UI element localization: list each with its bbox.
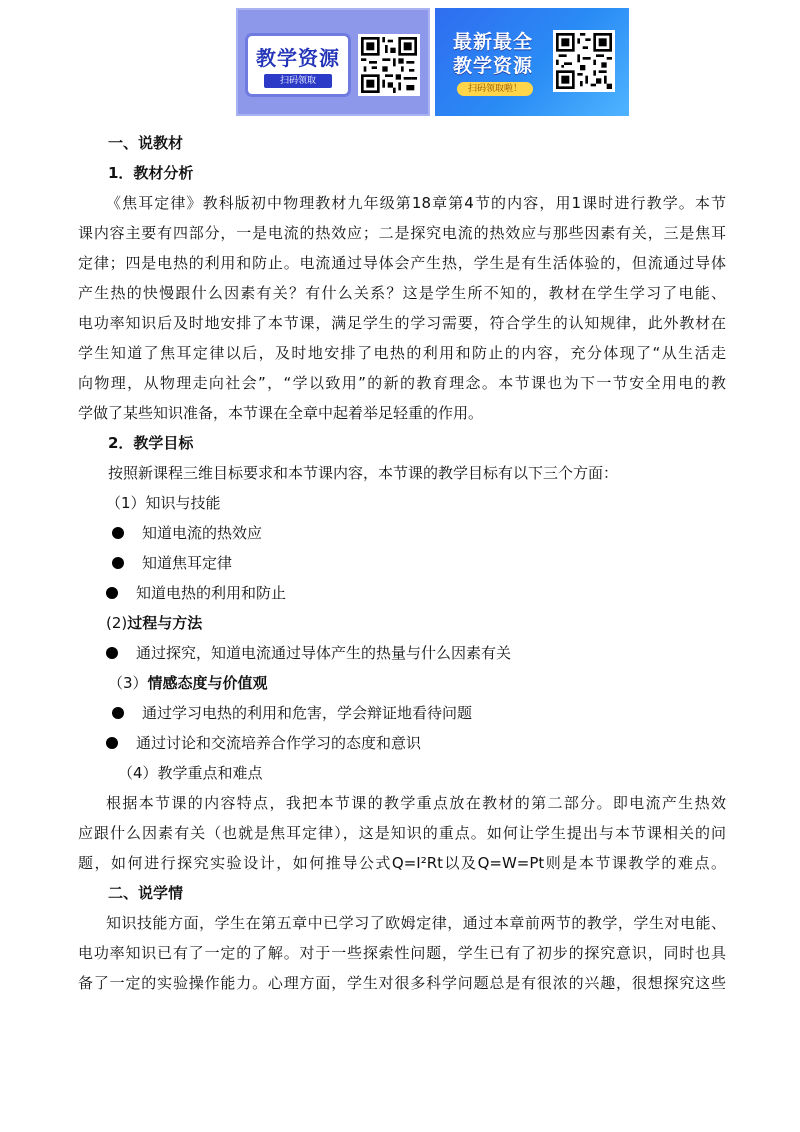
bullet-icon <box>106 647 118 659</box>
bullet-icon <box>112 557 124 569</box>
goal-heading: （1）知识与技能 <box>106 494 221 512</box>
list-item-text: 通过学习电热的利用和危害，学会辩证地看待问题 <box>142 704 473 722</box>
students-paragraph <box>78 908 726 998</box>
bullet-icon <box>106 587 118 599</box>
list-item <box>78 728 726 758</box>
goal-number: (2) <box>106 614 128 632</box>
bullet-icon <box>106 737 118 749</box>
paragraph-line: 电功率知识后及时地安排了本节课，满足学生的学习需要，符合学生的认知规律，此外教材在 <box>78 314 726 332</box>
goal-heading <box>78 668 726 698</box>
bullet-icon <box>112 707 124 719</box>
keypoint-paragraph <box>78 788 726 878</box>
paragraph-line: 课内容主要有四部分，一是电流的热效应；二是探究电流的热效应与那些因素有关，三是焦耳 <box>78 224 726 242</box>
goals-intro: 按照新课程三维目标要求和本节课内容，本节课的教学目标有以下三个方面： <box>108 464 619 482</box>
goal-title: 过程与方法 <box>127 614 203 632</box>
list-item-text: 知道电热的利用和防止 <box>136 584 287 602</box>
paragraph-line: 《焦耳定律》教科版初中物理教材九年级第18章第4节的内容，用1课时进行教学。本节 <box>106 194 726 212</box>
banner-left-subtitle: 扫码领取 <box>264 74 332 88</box>
document-body <box>78 128 726 998</box>
subsection-heading: 2．教学目标 <box>108 434 194 452</box>
qr-code-icon <box>553 30 615 92</box>
goal-heading: （4）教学重点和难点 <box>118 764 263 782</box>
bullet-icon <box>112 527 124 539</box>
banner-right-subtitle: 扫码领取啦！ <box>457 82 533 96</box>
list-item <box>78 578 726 608</box>
paragraph-line: 产生热的快慢跟什么因素有关？有什么关系？这是学生所不知的，教材在学生学习了电能、 <box>78 284 726 302</box>
list-item-text: 通过讨论和交流培养合作学习的态度和意识 <box>136 734 422 752</box>
promo-banner-left[interactable] <box>236 8 430 116</box>
paragraph-line: 向物理，从物理走向社会”，“学以致用”的新的教育理念。本节课也为下一节安全用电的教 <box>78 374 726 392</box>
paragraph-line: 学生知道了焦耳定律以后，及时地安排了电热的利用和防止的内容，充分体现了“从生活走 <box>78 344 726 362</box>
banner-left-title: 教学资源 <box>256 46 340 70</box>
paragraph-line: 备了一定的实验操作能力。心理方面，学生对很多科学问题总是有很浓的兴趣，很想探究这些 <box>78 974 726 992</box>
goal-title: 情感态度与价值观 <box>147 674 268 692</box>
list-item <box>78 548 726 578</box>
banner-right-title <box>443 30 543 78</box>
subsection-heading: 1．教材分析 <box>108 164 194 182</box>
paragraph-line: 应跟什么因素有关（也就是焦耳定律），这是知识的重点。如何让学生提出与本节课相关的问 <box>78 824 726 842</box>
list-item <box>78 698 726 728</box>
goal-heading <box>78 608 726 638</box>
analysis-paragraph <box>78 188 726 428</box>
banner-right-title-line1: 最新最全 <box>452 31 533 53</box>
qr-code-icon <box>358 34 420 96</box>
paragraph-line: 定律；四是电热的利用和防止。电流通过导体会产生热，学生是有生活体验的，但流通过导体 <box>78 254 726 272</box>
list-item <box>78 638 726 668</box>
paragraph-line: 知识技能方面，学生在第五章中已学习了欧姆定律，通过本章前两节的教学，学生对电能、 <box>106 914 726 932</box>
paragraph-line: 题，如何进行探究实验设计，如何推导公式Q=I²Rt以及Q=W=Pt则是本节课教学的难点。 <box>78 854 726 872</box>
list-item-text: 通过探究，知道电流通过导体产生的热量与什么因素有关 <box>136 644 512 662</box>
paragraph-line: 电功率知识已有了一定的了解。对于一些探索性问题，学生已有了初步的探究意识，同时也具 <box>78 944 726 962</box>
banner-left-card <box>248 36 348 94</box>
section-heading: 二、说学情 <box>108 884 184 902</box>
list-item-text: 知道电流的热效应 <box>142 524 263 542</box>
section-heading: 一、说教材 <box>108 134 184 152</box>
paragraph-line: 根据本节课的内容特点，我把本节课的教学重点放在教材的第二部分。即电流产生热效 <box>106 794 726 812</box>
list-item <box>78 518 726 548</box>
banner-right-title-line2: 教学资源 <box>452 55 533 77</box>
list-item-text: 知道焦耳定律 <box>142 554 233 572</box>
goal-number: （3） <box>108 674 148 692</box>
promo-banner-right[interactable] <box>435 8 629 116</box>
paragraph-line: 学做了某些知识准备，本节课在全章中起着举足轻重的作用。 <box>78 404 484 422</box>
